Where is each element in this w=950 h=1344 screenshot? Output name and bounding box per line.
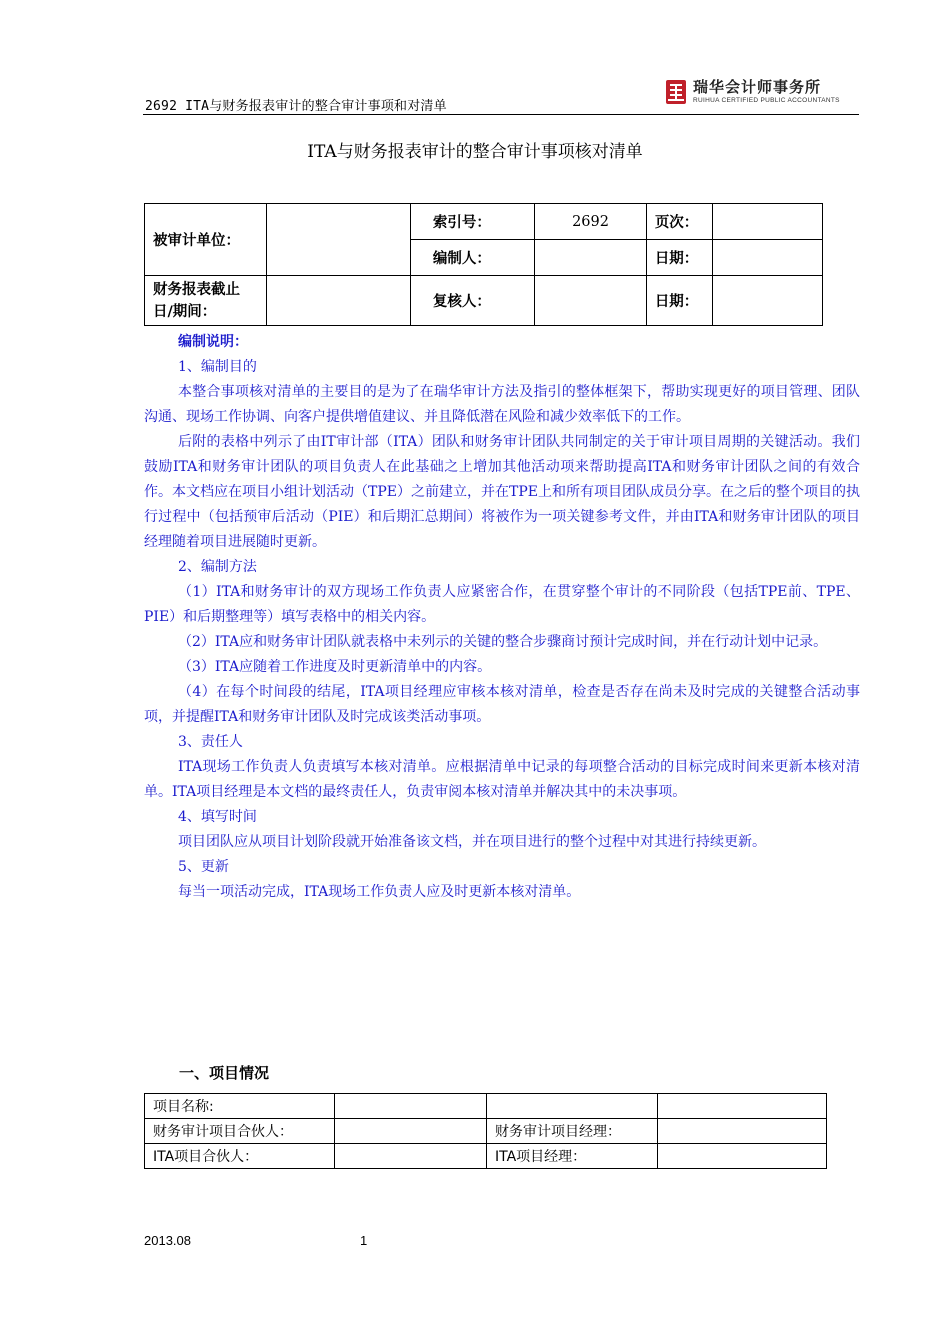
section-2-title: 2、编制方法 xyxy=(178,559,257,575)
audited-unit-value[interactable] xyxy=(267,204,411,276)
section-2-item-3: （3）ITA应随着工作进度及时更新清单中的内容。 xyxy=(178,659,492,675)
section-5-paragraph: 每当一项活动完成，ITA现场工作负责人应及时更新本核对清单。 xyxy=(178,884,581,900)
page-value[interactable] xyxy=(713,204,823,240)
firm-logo-icon xyxy=(665,79,687,105)
section-2-item-4: （4）在每个时间段的结尾，ITA项目经理应审核本核对清单，检查是否存在尚未及时完成的关键整合活动事项，并提醒ITA和财务审计团队及时完成该类活动事项。 xyxy=(144,684,860,725)
page-label: 页次： xyxy=(646,204,712,240)
ita-manager-value[interactable] xyxy=(658,1144,827,1169)
firm-name-cn: 瑞华会计师事务所 xyxy=(693,78,822,96)
section-1-paragraph-2: 后附的表格中列示了由IT审计部（ITA）团队和财务审计团队共同制定的关于审计项目周期的关键活动。我们鼓励ITA和财务审计团队的项目负责人在此基础之上增加其他活动项来帮助提高ITA和财务审计团队之间的有效合作。本文档应在项目小组计划活动（TPE）之前建立，并在TPE上和所有项目团队成员分享。在之后的整个项目的执行过程中（包括预审后活动（PIE）和后期汇总期间）将被作为一项关键参考文件，并由ITA和财务审计团队的项目经理随着项目进展随时更新。 xyxy=(144,434,860,550)
document-title: ITA与财务报表审计的整合审计事项核对清单 xyxy=(307,142,643,162)
project-name-value[interactable] xyxy=(335,1094,487,1119)
reviewer-label: 复核人： xyxy=(410,276,534,326)
header-divider xyxy=(143,114,859,115)
firm-logo xyxy=(665,76,840,108)
empty-value-cell[interactable] xyxy=(658,1094,827,1119)
section-4-title: 4、填写时间 xyxy=(178,809,257,825)
instructions xyxy=(144,330,860,905)
info-table xyxy=(144,203,823,326)
firm-name-en: RUIHUA CERTIFIED PUBLIC ACCOUNTANTS xyxy=(693,97,840,104)
fin-manager-value[interactable] xyxy=(658,1119,827,1144)
section-4-paragraph: 项目团队应从项目计划阶段就开始准备该文档，并在项目进行的整个过程中对其进行持续更新。 xyxy=(178,834,766,850)
index-value: 2692 xyxy=(535,204,647,240)
date-label-1: 日期： xyxy=(646,240,712,276)
fin-manager-label: 财务审计项目经理： xyxy=(487,1119,658,1144)
empty-label-cell xyxy=(487,1094,658,1119)
date-value-2[interactable] xyxy=(713,276,823,326)
section-2-item-1: （1）ITA和财务审计的双方现场工作负责人应紧密合作，在贯穿整个审计的不同阶段（包括TPE前、TPE、PIE）和后期整理等）填写表格中的相关内容。 xyxy=(144,584,860,625)
footer-date: 2013.08 xyxy=(144,1233,191,1248)
fin-partner-label: 财务审计项目合伙人： xyxy=(145,1119,335,1144)
date-value-1[interactable] xyxy=(713,240,823,276)
prepared-by-label: 编制人： xyxy=(410,240,534,276)
reviewer-value[interactable] xyxy=(535,276,647,326)
ita-partner-label: ITA项目合伙人： xyxy=(145,1144,335,1169)
ita-manager-label: ITA项目经理： xyxy=(487,1144,658,1169)
section-5-title: 5、更新 xyxy=(178,859,229,875)
fin-partner-value[interactable] xyxy=(335,1119,487,1144)
prepared-by-value[interactable] xyxy=(535,240,647,276)
instructions-heading: 编制说明： xyxy=(178,334,248,350)
project-name-label: 项目名称: xyxy=(145,1094,335,1119)
section-1-paragraph-1: 本整合事项核对清单的主要目的是为了在瑞华审计方法及指引的整体框架下，帮助实现更好的项目管理、团队沟通、现场工作协调、向客户提供增值建议、并且降低潜在风险和减少效率低下的工作。 xyxy=(144,384,860,425)
ita-partner-value[interactable] xyxy=(335,1144,487,1169)
period-value[interactable] xyxy=(267,276,411,326)
header-doc-title: 2692 ITA与财务报表审计的整合审计事项和对清单 xyxy=(145,99,447,114)
project-info-table xyxy=(144,1093,827,1169)
section-2-item-2: （2）ITA应和财务审计团队就表格中未列示的关键的整合步骤商讨预计完成时间，并在行动计划中记录。 xyxy=(178,634,828,650)
section-1-title: 1、编制目的 xyxy=(178,359,257,375)
date-label-2: 日期： xyxy=(646,276,712,326)
section-3-paragraph: ITA现场工作负责人负责填写本核对清单。应根据清单中记录的每项整合活动的目标完成时间来更新本核对清单。ITA项目经理是本文档的最终责任人，负责审阅本核对清单并解决其中的未决事项。 xyxy=(144,759,860,800)
audited-unit-label: 被审计单位： xyxy=(145,204,267,276)
project-info-heading: 一、项目情况 xyxy=(179,1064,270,1082)
footer-page-number: 1 xyxy=(360,1233,368,1248)
section-3-title: 3、责任人 xyxy=(178,734,243,750)
period-label: 财务报表截止日/期间： xyxy=(145,276,267,326)
index-label: 索引号： xyxy=(410,204,534,240)
